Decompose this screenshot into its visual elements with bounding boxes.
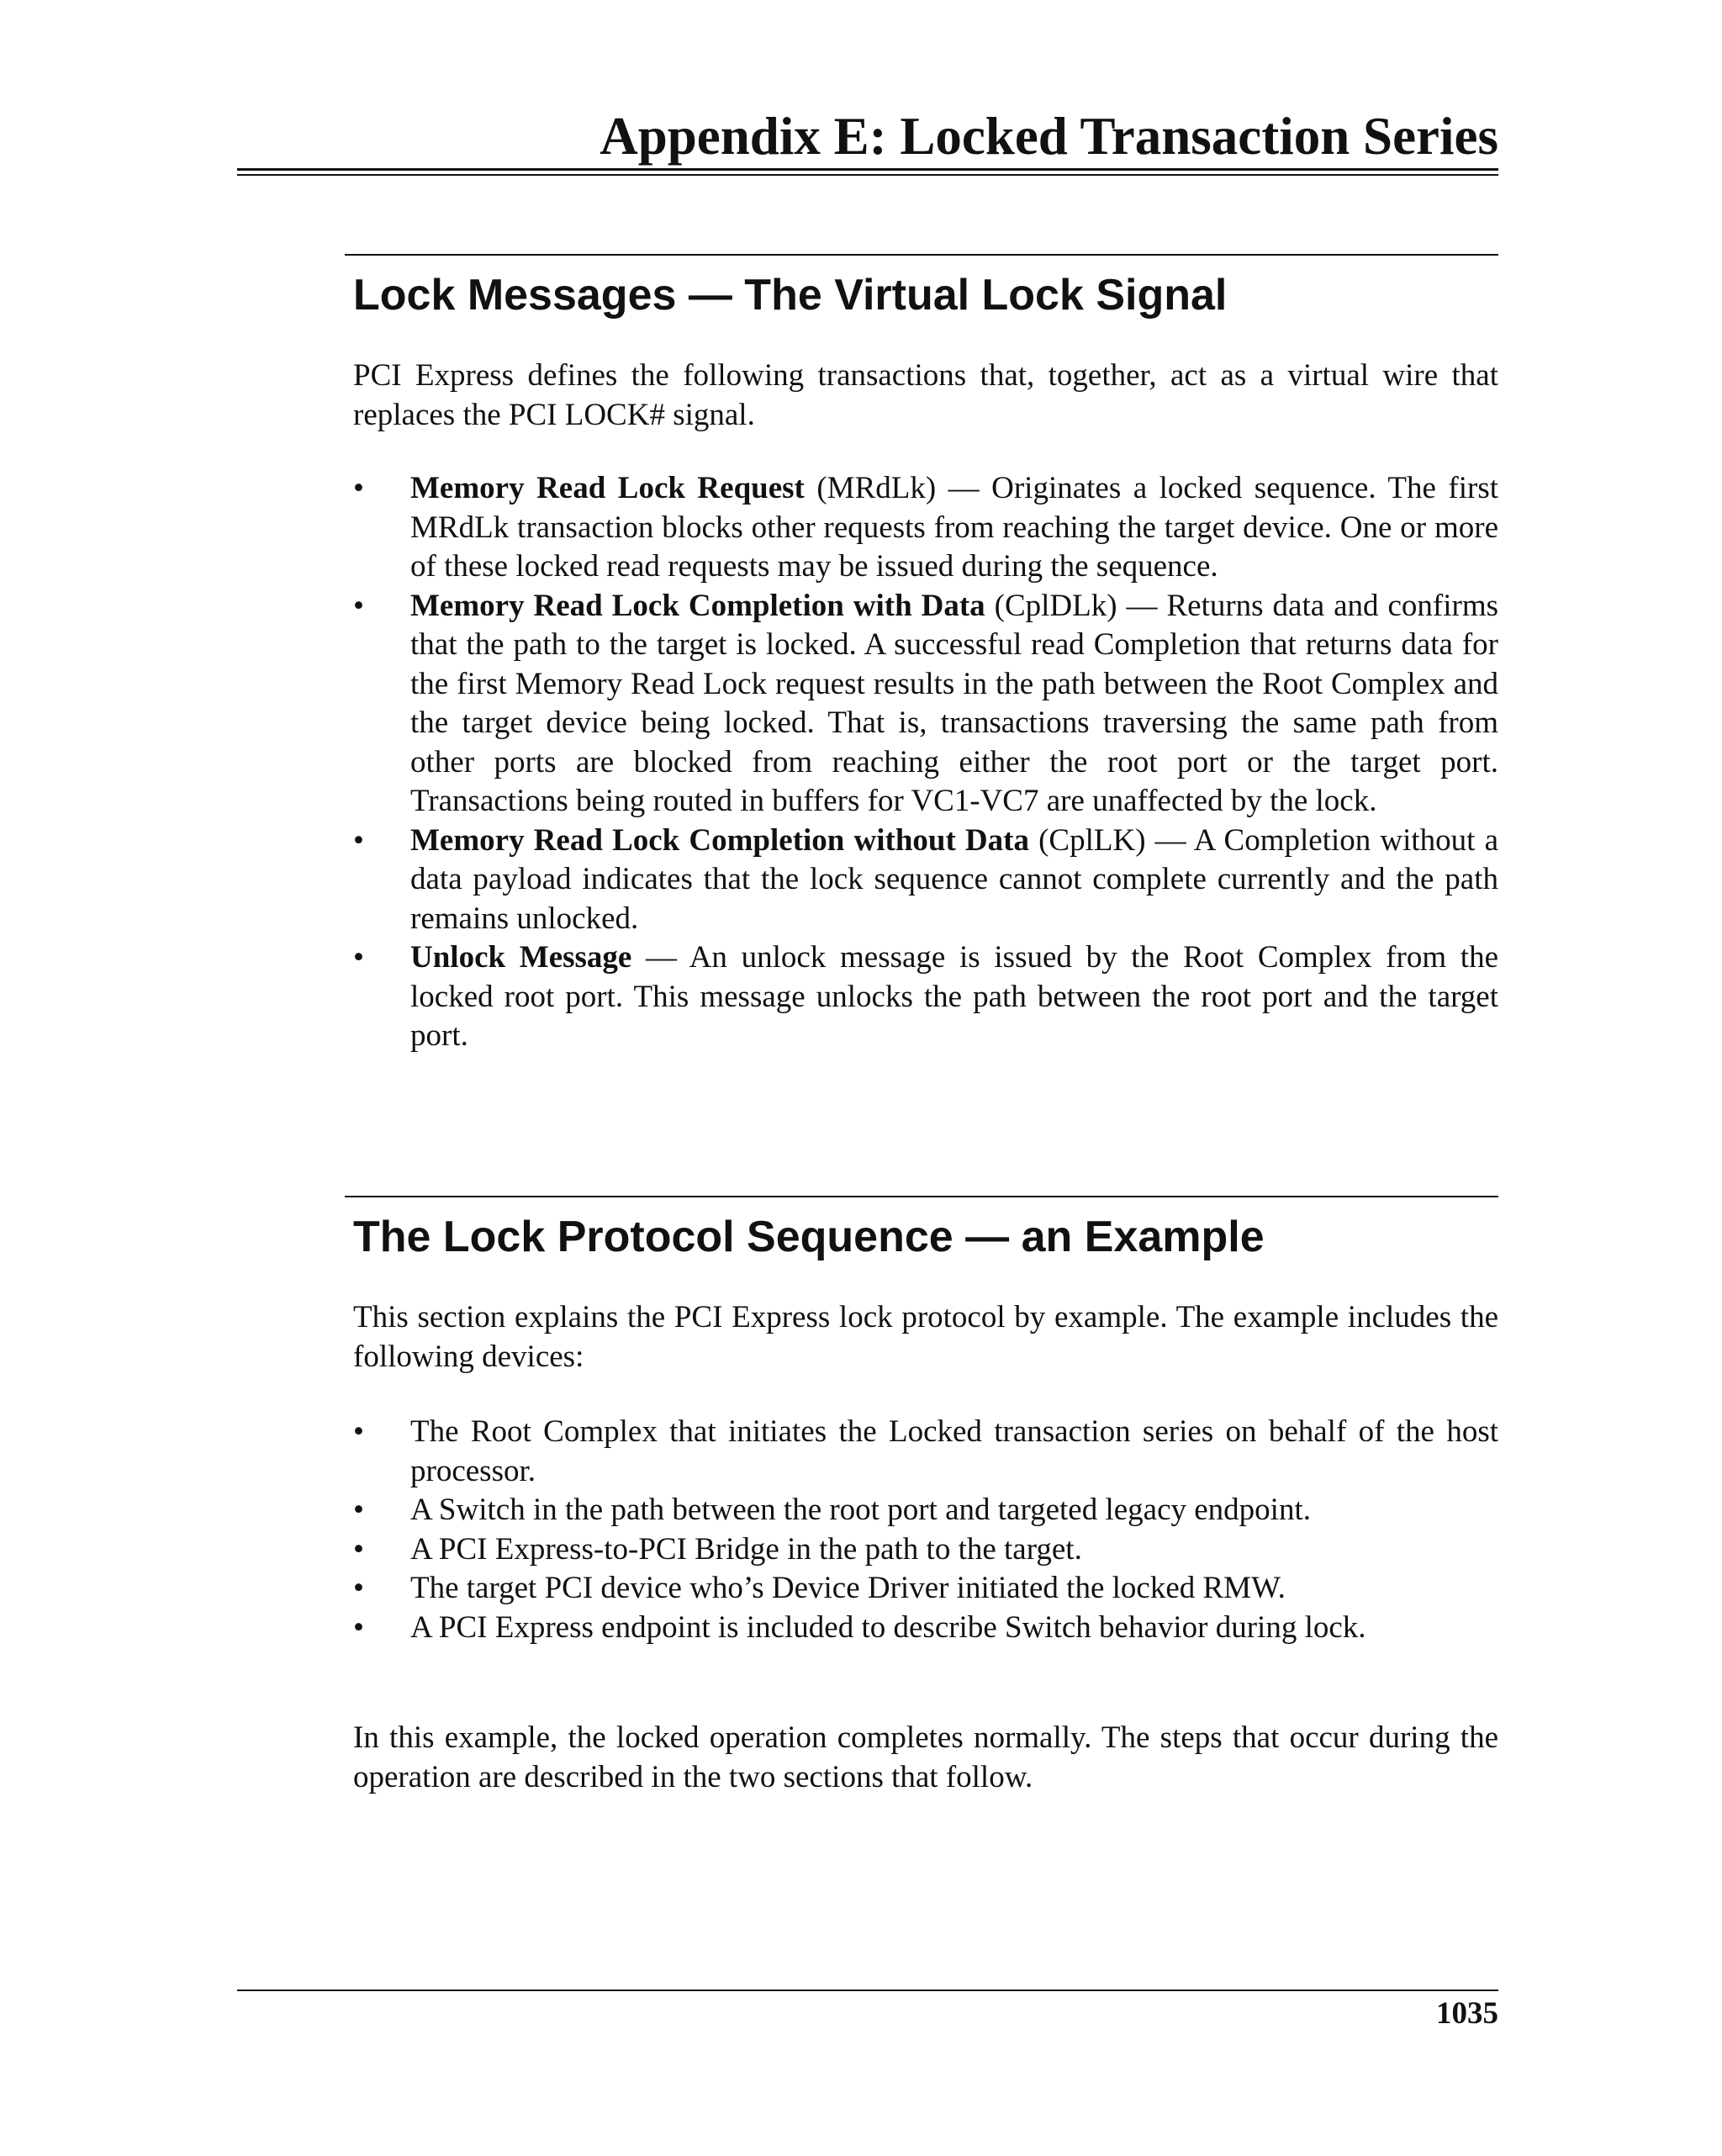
list-item — [353, 1491, 1498, 1530]
bullet-icon: • — [353, 1531, 364, 1567]
section-rule — [345, 1196, 1498, 1197]
intro-paragraph: PCI Express defines the following transactions that, together, act as a virtual wire that replaces the PCI LOCK# signal. — [353, 358, 1498, 432]
bullet-icon: • — [353, 1609, 364, 1645]
description: The Root Complex that initiates the Locked transaction series on behalf of the host processor. — [410, 1414, 1498, 1488]
description: A PCI Express-to-PCI Bridge in the path to the target. — [410, 1531, 1082, 1567]
term: Memory Read Lock Completion with Data — [410, 588, 985, 623]
list-item — [353, 1609, 1498, 1648]
bullet-icon: • — [353, 471, 364, 505]
description: The target PCI device who’s Device Driver initiated the locked RMW. — [410, 1571, 1286, 1605]
description: — An unlock message is issued by the Root Complex from the locked root port. This message unlocks the path between the root port and the target port. — [410, 940, 1498, 1053]
footer-rule — [237, 1990, 1498, 1991]
description: A Switch in the path between the root port and targeted legacy endpoint. — [410, 1493, 1311, 1527]
term: Memory Read Lock Request — [410, 471, 805, 505]
term: Memory Read Lock Completion without Data — [410, 822, 1029, 858]
description: (MRdLk) — Originates a locked sequence. The first MRdLk transaction blocks other requests from reaching the target device. One or more of these locked read requests may be issued during the sequence. — [410, 471, 1498, 584]
bullet-icon: • — [353, 1414, 364, 1449]
bullet-icon: • — [353, 940, 364, 975]
closing-paragraph: In this example, the locked operation completes normally. The steps that occur during the operation are described in the two sections that follow. — [353, 1720, 1498, 1794]
list-item — [353, 1569, 1498, 1609]
description: (CplLK) — A Completion without a data payload indicates that the lock sequence cannot complete currently and the path remains unlocked. — [410, 822, 1498, 936]
section-heading: The Lock Protocol Sequence — an Example — [353, 1213, 1265, 1261]
lock-messages-list — [353, 469, 1498, 1056]
list-item — [353, 469, 1498, 587]
page-number: 1035 — [1436, 1996, 1498, 2031]
bullet-icon: • — [353, 1571, 364, 1605]
header-rule — [237, 168, 1498, 176]
list-item — [353, 1530, 1498, 1570]
running-head: Appendix E: Locked Transaction Series — [600, 107, 1498, 166]
list-item — [353, 1413, 1498, 1491]
description: A PCI Express endpoint is included to describe Switch behavior during lock. — [410, 1609, 1366, 1645]
bullet-icon: • — [353, 588, 364, 623]
intro-paragraph: This section explains the PCI Express lock protocol by example. The example includes the following devices: — [353, 1300, 1498, 1374]
list-item — [353, 822, 1498, 939]
section-rule — [345, 254, 1498, 256]
devices-list — [353, 1413, 1498, 1647]
description: (CplDLk) — Returns data and confirms that the path to the target is locked. A successful read Completion that returns data for the first Memory Read Lock request results in the path between the Root Complex and the target device being locked. That is, transactions traversing the same path from other ports are blocked from reaching either the root port or the target port. Transactions being routed in buffers for VC1-VC7 are unaffected by the lock. — [410, 588, 1498, 818]
list-item — [353, 938, 1498, 1056]
term: Unlock Message — [410, 940, 632, 975]
list-item — [353, 587, 1498, 822]
bullet-icon: • — [353, 822, 364, 858]
section-heading: Lock Messages — The Virtual Lock Signal — [353, 271, 1228, 320]
bullet-icon: • — [353, 1493, 364, 1527]
